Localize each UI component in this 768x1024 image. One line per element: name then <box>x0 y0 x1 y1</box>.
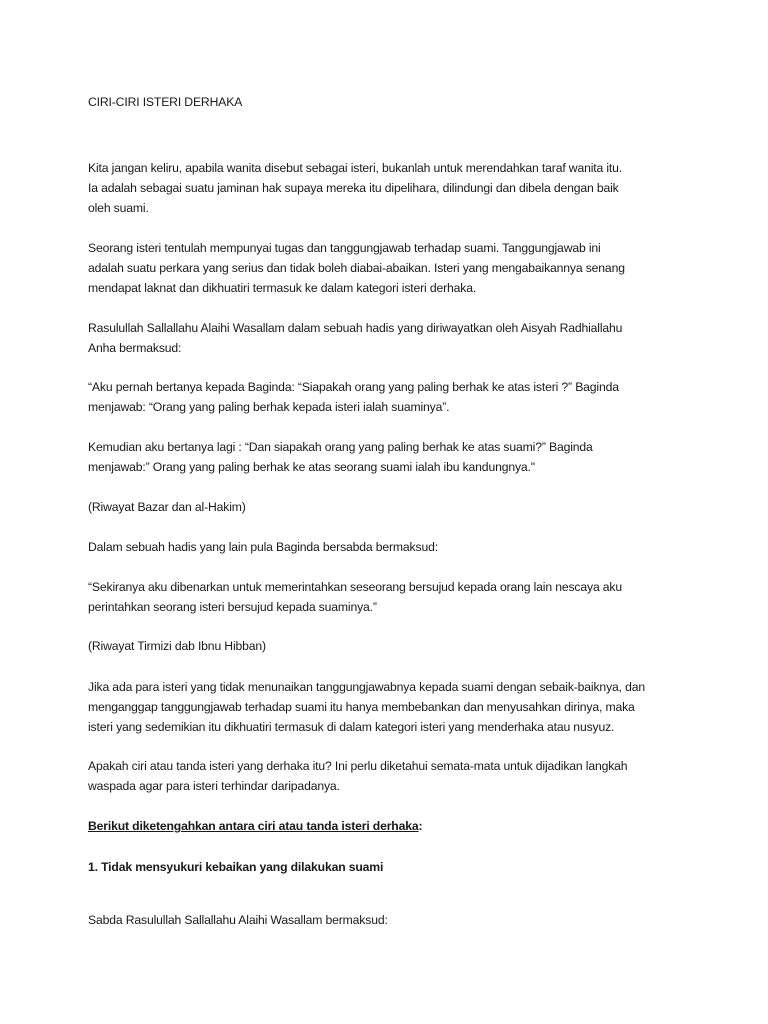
paragraph-responsibility <box>88 238 688 298</box>
paragraph-question <box>88 756 688 796</box>
list-item-1: 1. Tidak mensyukuri kebaikan yang dilakukan suami <box>88 860 384 874</box>
text-line: Kita jangan keliru, apabila wanita disebut sebagai isteri, bukanlah untuk merendahkan taraf wanita itu. <box>88 161 623 175</box>
document-page <box>88 0 688 1024</box>
citation-tirmizi: (Riwayat Tirmizi dab Ibnu Hibban) <box>88 639 266 653</box>
text-line: “Sekiranya aku dibenarkan untuk memerintahkan seseorang bersujud kepada orang lain nescaya aku <box>88 580 623 594</box>
paragraph-another-hadith: Dalam sebuah hadis yang lain pula Baginda bersabda bermaksud: <box>88 540 438 554</box>
document-title: CIRI-CIRI ISTERI DERHAKA <box>88 95 243 109</box>
text-line: adalah suatu perkara yang serius dan tidak boleh diabai-abaikan. Isteri yang mengabaikannya senang <box>88 261 625 275</box>
paragraph-hadith-intro <box>88 318 688 358</box>
paragraph-neglect <box>88 677 688 737</box>
text-line: Apakah ciri atau tanda isteri yang derhaka itu? Ini perlu diketahui semata-mata untuk dijadikan langkah <box>88 759 628 773</box>
paragraph-quote-3 <box>88 577 688 617</box>
text-line: perintahkan seorang isteri bersujud kepada suaminya.” <box>88 600 377 614</box>
citation-bazar: (Riwayat Bazar dan al-Hakim) <box>88 500 246 514</box>
text-line: menganggap tanggungjawab terhadap suami itu hanya membebankan dan menyusahkan dirinya, maka <box>88 700 635 714</box>
text-line: “Aku pernah bertanya kepada Baginda: “Siapakah orang yang paling berhak ke atas isteri ?” Baginda <box>88 380 619 394</box>
text-line: mendapat laknat dan dikhuatiri termasuk ke dalam kategori isteri derhaka. <box>88 281 477 295</box>
text-line: menjawab:” Orang yang paling berhak ke atas seorang suami ialah ibu kandungnya." <box>88 460 535 474</box>
text-line: Rasulullah Sallallahu Alaihi Wasallam dalam sebuah hadis yang diriwayatkan oleh Aisyah Radhiallahu <box>88 321 623 335</box>
paragraph-quote-1 <box>88 377 688 417</box>
text-line: Ia adalah sebagai suatu jaminan hak supaya mereka itu dipelihara, dilindungi dan dibela dengan baik <box>88 181 619 195</box>
text-line: Seorang isteri tentulah mempunyai tugas dan tanggungjawab terhadap suami. Tanggungjawab ini <box>88 241 601 255</box>
paragraph-quote-2 <box>88 437 688 477</box>
text-line: Kemudian aku bertanya lagi : “Dan siapakah orang yang paling berhak ke atas suami?” Baginda <box>88 440 593 454</box>
text-line: isteri yang sedemikian itu dikhuatiri termasuk di dalam kategori isteri yang menderhaka atau nusyuz. <box>88 720 615 734</box>
text-line: Jika ada para isteri yang tidak menunaikan tanggungjawabnya kepada suami dengan sebaik-baiknya, dan <box>88 680 645 694</box>
text-line: Anha bermaksud: <box>88 341 182 355</box>
text-line: menjawab: “Orang yang paling berhak kepada isteri ialah suaminya”. <box>88 400 450 414</box>
text-line: waspada agar para isteri terhindar daripadanya. <box>88 779 340 793</box>
text-line: oleh suami. <box>88 201 149 215</box>
section-heading: Berikut diketengahkan antara ciri atau tanda isteri derhaka: <box>88 819 423 833</box>
paragraph-sabda: Sabda Rasulullah Sallallahu Alaihi Wasallam bermaksud: <box>88 913 388 927</box>
paragraph-intro <box>88 158 688 218</box>
